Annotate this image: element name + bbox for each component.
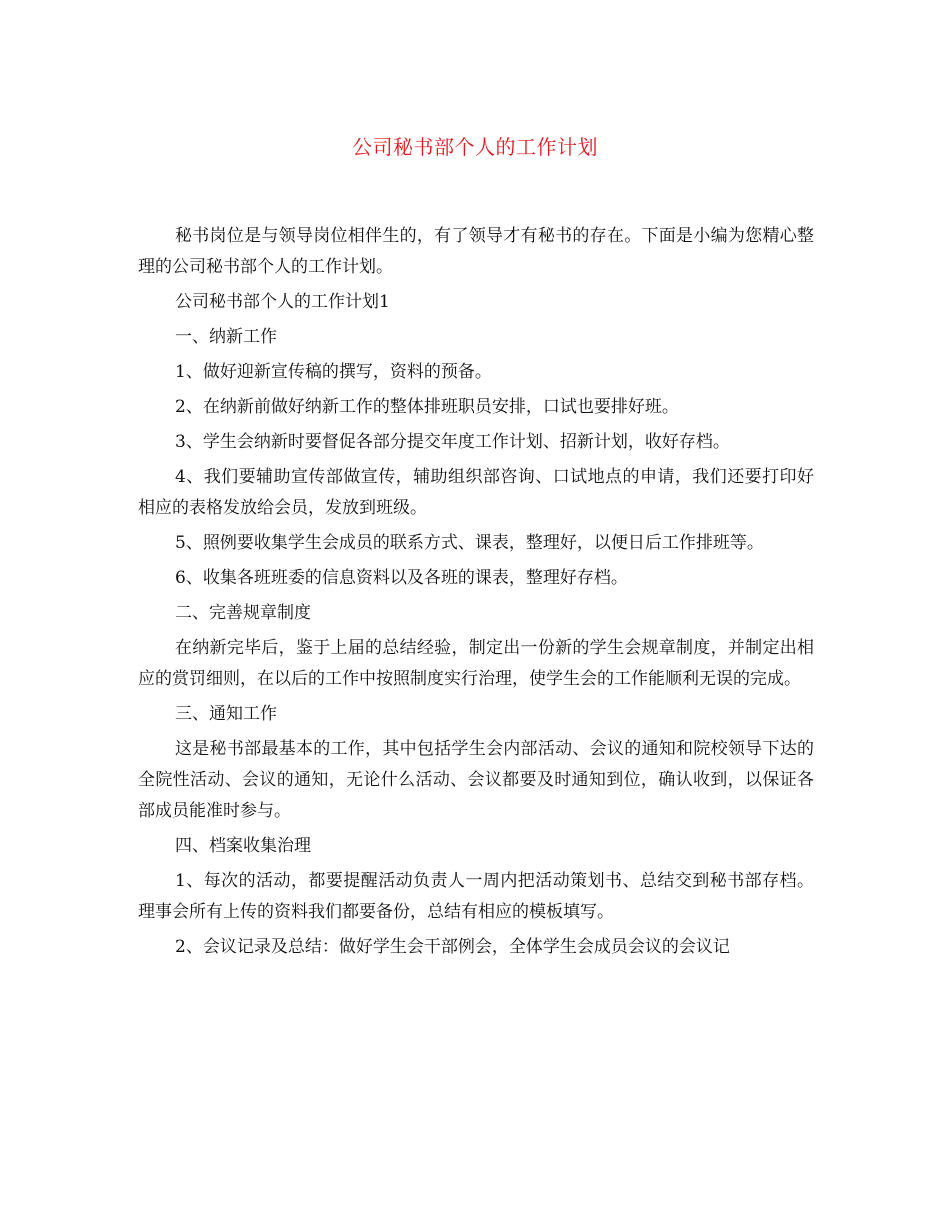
paragraph-item: 1、做好迎新宣传稿的撰写，资料的预备。 — [175, 362, 492, 382]
paragraph-item: 1、每次的活动，都要提醒活动负责人一周内把活动策划书、总结交到秘书部存档。理事会所有上传的资料我们都要备份，总结有相应的模板填写。 — [138, 871, 814, 922]
paragraph-text: 在纳新完毕后，鉴于上届的总结经验，制定出一份新的学生会规章制度，并制定出相应的赏罚细则，在以后的工作中按照制度实行治理，使学生会的工作能顺利无误的完成。 — [138, 638, 814, 689]
paragraph-item: 3、学生会纳新时要督促各部分提交年度工作计划、招新计划，收好存档。 — [175, 432, 730, 452]
paragraph-item: 2、在纳新前做好纳新工作的整体排班职员安排，口试也要排好班。 — [175, 397, 679, 417]
paragraph-heading-2: 二、完善规章制度 — [175, 603, 311, 623]
paragraph-item: 2、会议记录及总结：做好学生会干部例会，全体学生会成员会议的会议记 — [175, 937, 730, 957]
paragraph-item: 6、收集各班班委的信息资料以及各班的课表，整理好存档。 — [175, 568, 628, 588]
document-body — [138, 221, 814, 967]
paragraph-heading-3: 三、通知工作 — [175, 704, 277, 724]
paragraph-heading-4: 四、档案收集治理 — [175, 836, 311, 856]
paragraph-item: 5、照例要收集学生会成员的联系方式、课表，整理好，以便日后工作排班等。 — [175, 533, 764, 553]
document-title: 公司秘书部个人的工作计划 — [352, 135, 598, 159]
paragraph-text: 这是秘书部最基本的工作，其中包括学生会内部活动、会议的通知和院校领导下达的全院性活动、会议的通知，无论什么活动、会议都要及时通知到位，确认收到，以保证各部成员能准时参与。 — [138, 739, 814, 821]
paragraph-heading-1: 一、纳新工作 — [175, 327, 277, 347]
paragraph-section-heading: 公司秘书部个人的工作计划1 — [175, 292, 390, 312]
paragraph-intro: 秘书岗位是与领导岗位相伴生的，有了领导才有秘书的存在。下面是小编为您精心整理的公司秘书部个人的工作计划。 — [138, 226, 814, 277]
paragraph-item: 4、我们要辅助宣传部做宣传，辅助组织部咨询、口试地点的申请，我们还要打印好相应的表格发放给会员，发放到班级。 — [138, 467, 814, 518]
